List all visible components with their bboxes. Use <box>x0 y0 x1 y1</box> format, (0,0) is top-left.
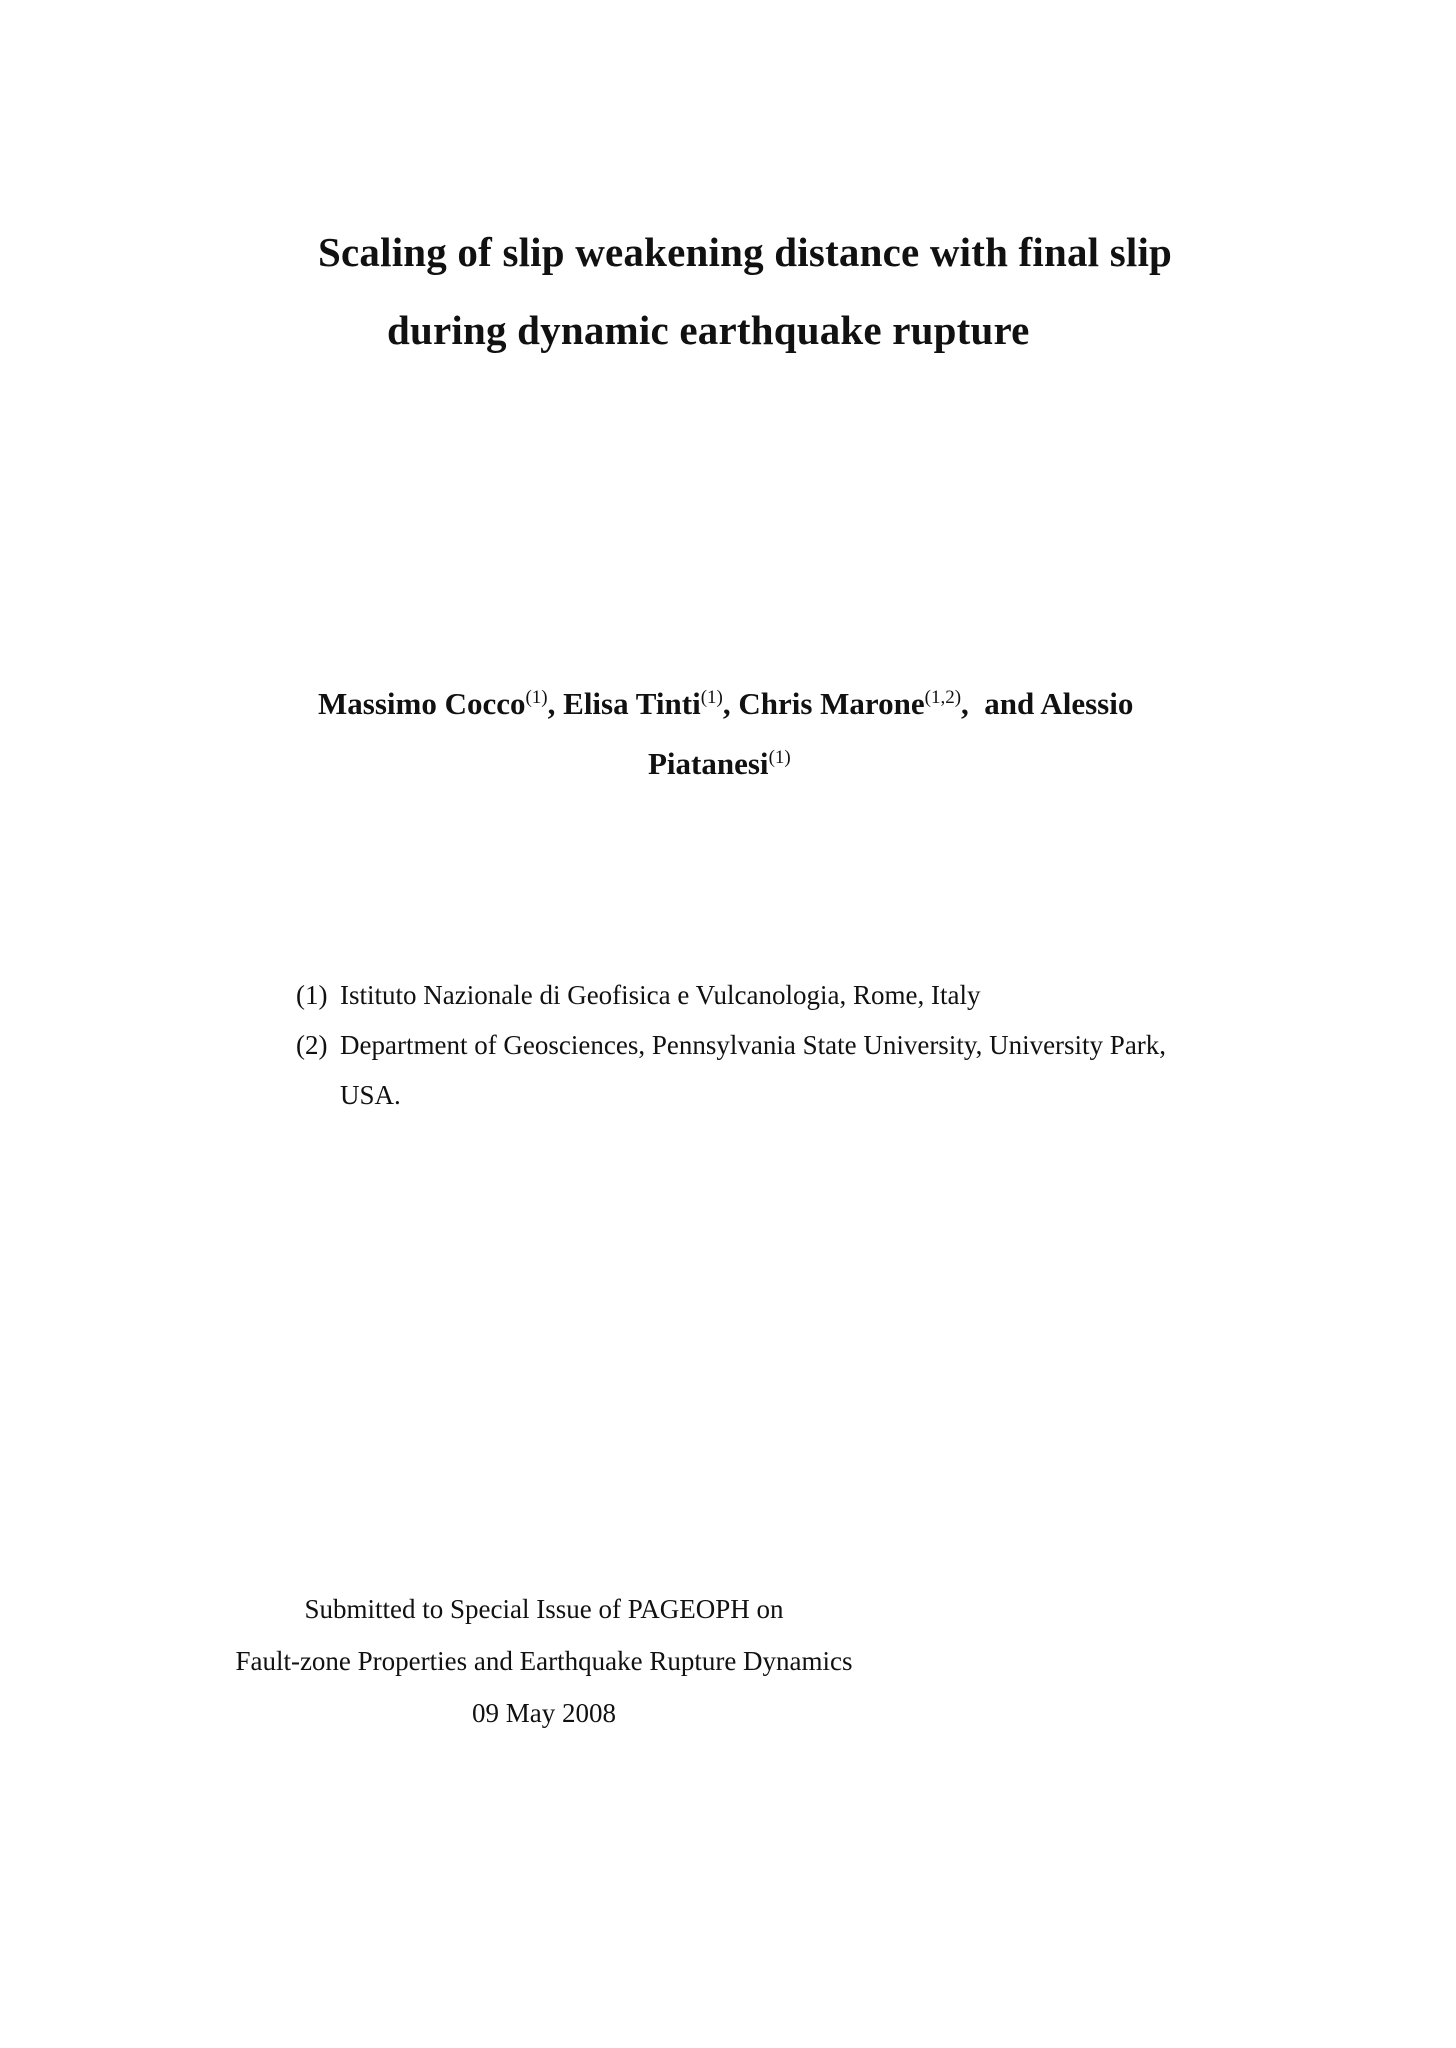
author-affiliation-mark: (1) <box>768 747 791 768</box>
author-separator: , <box>547 686 564 721</box>
affiliation-number: (2) <box>296 1030 328 1060</box>
author-separator: , <box>722 686 739 721</box>
authors-line-2 <box>648 748 791 779</box>
author-name-part: Alessio <box>1040 686 1134 721</box>
author-affiliation-mark: (1) <box>700 687 723 708</box>
author-affiliation-mark: (1) <box>525 687 548 708</box>
affiliation-text: Istituto Nazionale di Geofisica e Vulcanologia, Rome, Italy <box>340 980 981 1010</box>
author-name: Elisa Tinti <box>563 686 701 721</box>
author-separator: , and <box>961 686 1041 721</box>
affiliation-text: Department of Geosciences, Pennsylvania State University, University Park, <box>340 1030 1167 1060</box>
submission-note-line-2: Fault-zone Properties and Earthquake Rupture Dynamics <box>235 1646 853 1676</box>
author-affiliation-mark: (1,2) <box>924 687 962 708</box>
paper-title-line-2: during dynamic earthquake rupture <box>387 307 1030 353</box>
affiliation-2-continuation: USA. <box>340 1080 401 1110</box>
submission-date: 09 May 2008 <box>472 1698 616 1728</box>
author-name-part: Piatanesi <box>648 746 769 781</box>
submission-note-line-1: Submitted to Special Issue of PAGEOPH on <box>304 1594 784 1624</box>
affiliation-number: (1) <box>296 980 328 1010</box>
author-name: Chris Marone <box>738 686 925 721</box>
authors-line-1 <box>318 688 1133 719</box>
paper-title-line-1: Scaling of slip weakening distance with final slip <box>318 229 1173 275</box>
author-name: Massimo Cocco <box>318 686 526 721</box>
